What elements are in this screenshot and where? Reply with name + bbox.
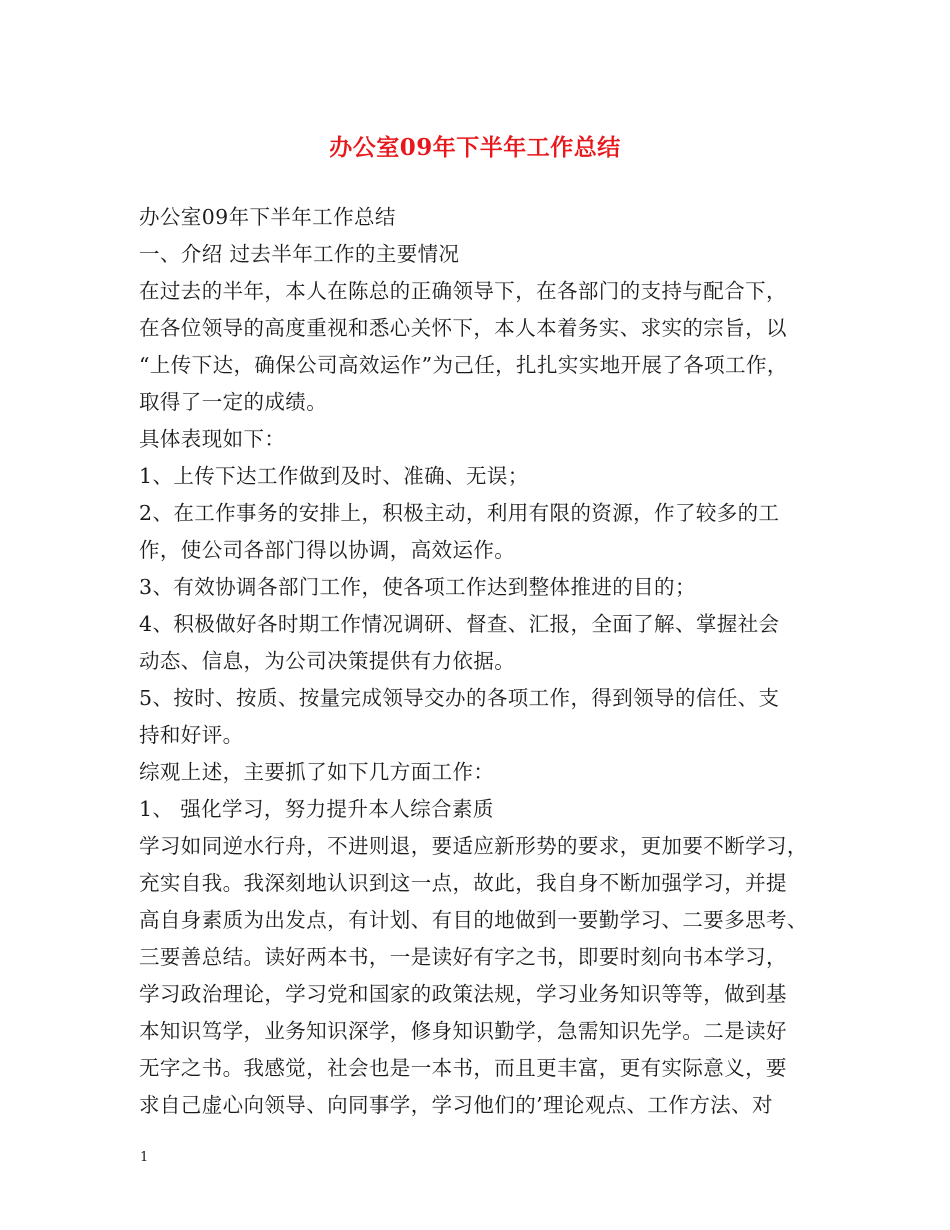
text-line: 具体表现如下： [139, 427, 286, 451]
text-line: 4、积极做好各时期工作情况调研、督查、汇报，全面了解、掌握社会 [139, 612, 780, 636]
text-line: 学习如同逆水行舟，不进则退，要适应新形势的要求，更加要不断学习， [139, 834, 808, 858]
text-line: 3、有效协调各部门工作，使各项工作达到整体推进的目的； [139, 575, 696, 599]
text-line: 在过去的半年，本人在陈总的正确领导下，在各部门的支持与配合下， [139, 279, 787, 303]
page-number: 1 [140, 1150, 149, 1165]
text-line: 一、介绍 过去半年工作的主要情况 [139, 242, 460, 266]
text-line: 1、 强化学习，努力提升本人综合素质 [139, 797, 494, 821]
text-line: 取得了一定的成绩。 [139, 390, 328, 414]
document-title: 办公室09年下半年工作总结 [329, 134, 621, 161]
text-line: 办公室09年下半年工作总结 [139, 205, 396, 229]
text-line: 动态、信息，为公司决策提供有力依据。 [139, 649, 516, 673]
text-line: 2、在工作事务的安排上，积极主动，利用有限的资源，作了较多的工 [139, 501, 780, 525]
text-line: 求自己虚心向领导、向同事学，学习他们的’理论观点、工作方法、对 [139, 1093, 773, 1117]
text-line: 在各位领导的高度重视和悉心关怀下，本人本着务实、求实的宗旨，以 [139, 316, 787, 340]
text-line: 高自身素质为出发点，有计划、有目的地做到一要勤学习、二要多思考、 [139, 908, 808, 932]
text-line: 5、按时、按质、按量完成领导交办的各项工作，得到领导的信任、支 [139, 686, 780, 710]
text-line: 1、上传下达工作做到及时、准确、无误； [139, 464, 529, 488]
text-line: 无字之书。我感觉，社会也是一本书，而且更丰富，更有实际意义，要 [139, 1056, 787, 1080]
text-line: 充实自我。我深刻地认识到这一点，故此，我自身不断加强学习，并提 [139, 871, 787, 895]
text-line: 作，使公司各部门得以协调，高效运作。 [139, 538, 516, 562]
text-line: 三要善总结。读好两本书，一是读好有字之书，即要时刻向书本学习， [139, 945, 787, 969]
text-line: 本知识笃学，业务知识深学，修身知识勤学，急需知识先学。二是读好 [139, 1019, 787, 1043]
text-line: “上传下达，确保公司高效运作”为己任，扎扎实实地开展了各项工作， [139, 353, 788, 377]
text-line: 持和好评。 [139, 723, 244, 747]
text-line: 综观上述，主要抓了如下几方面工作： [139, 760, 495, 784]
document-body [139, 199, 829, 1124]
text-line: 学习政治理论，学习党和国家的政策法规，学习业务知识等等，做到基 [139, 982, 787, 1006]
